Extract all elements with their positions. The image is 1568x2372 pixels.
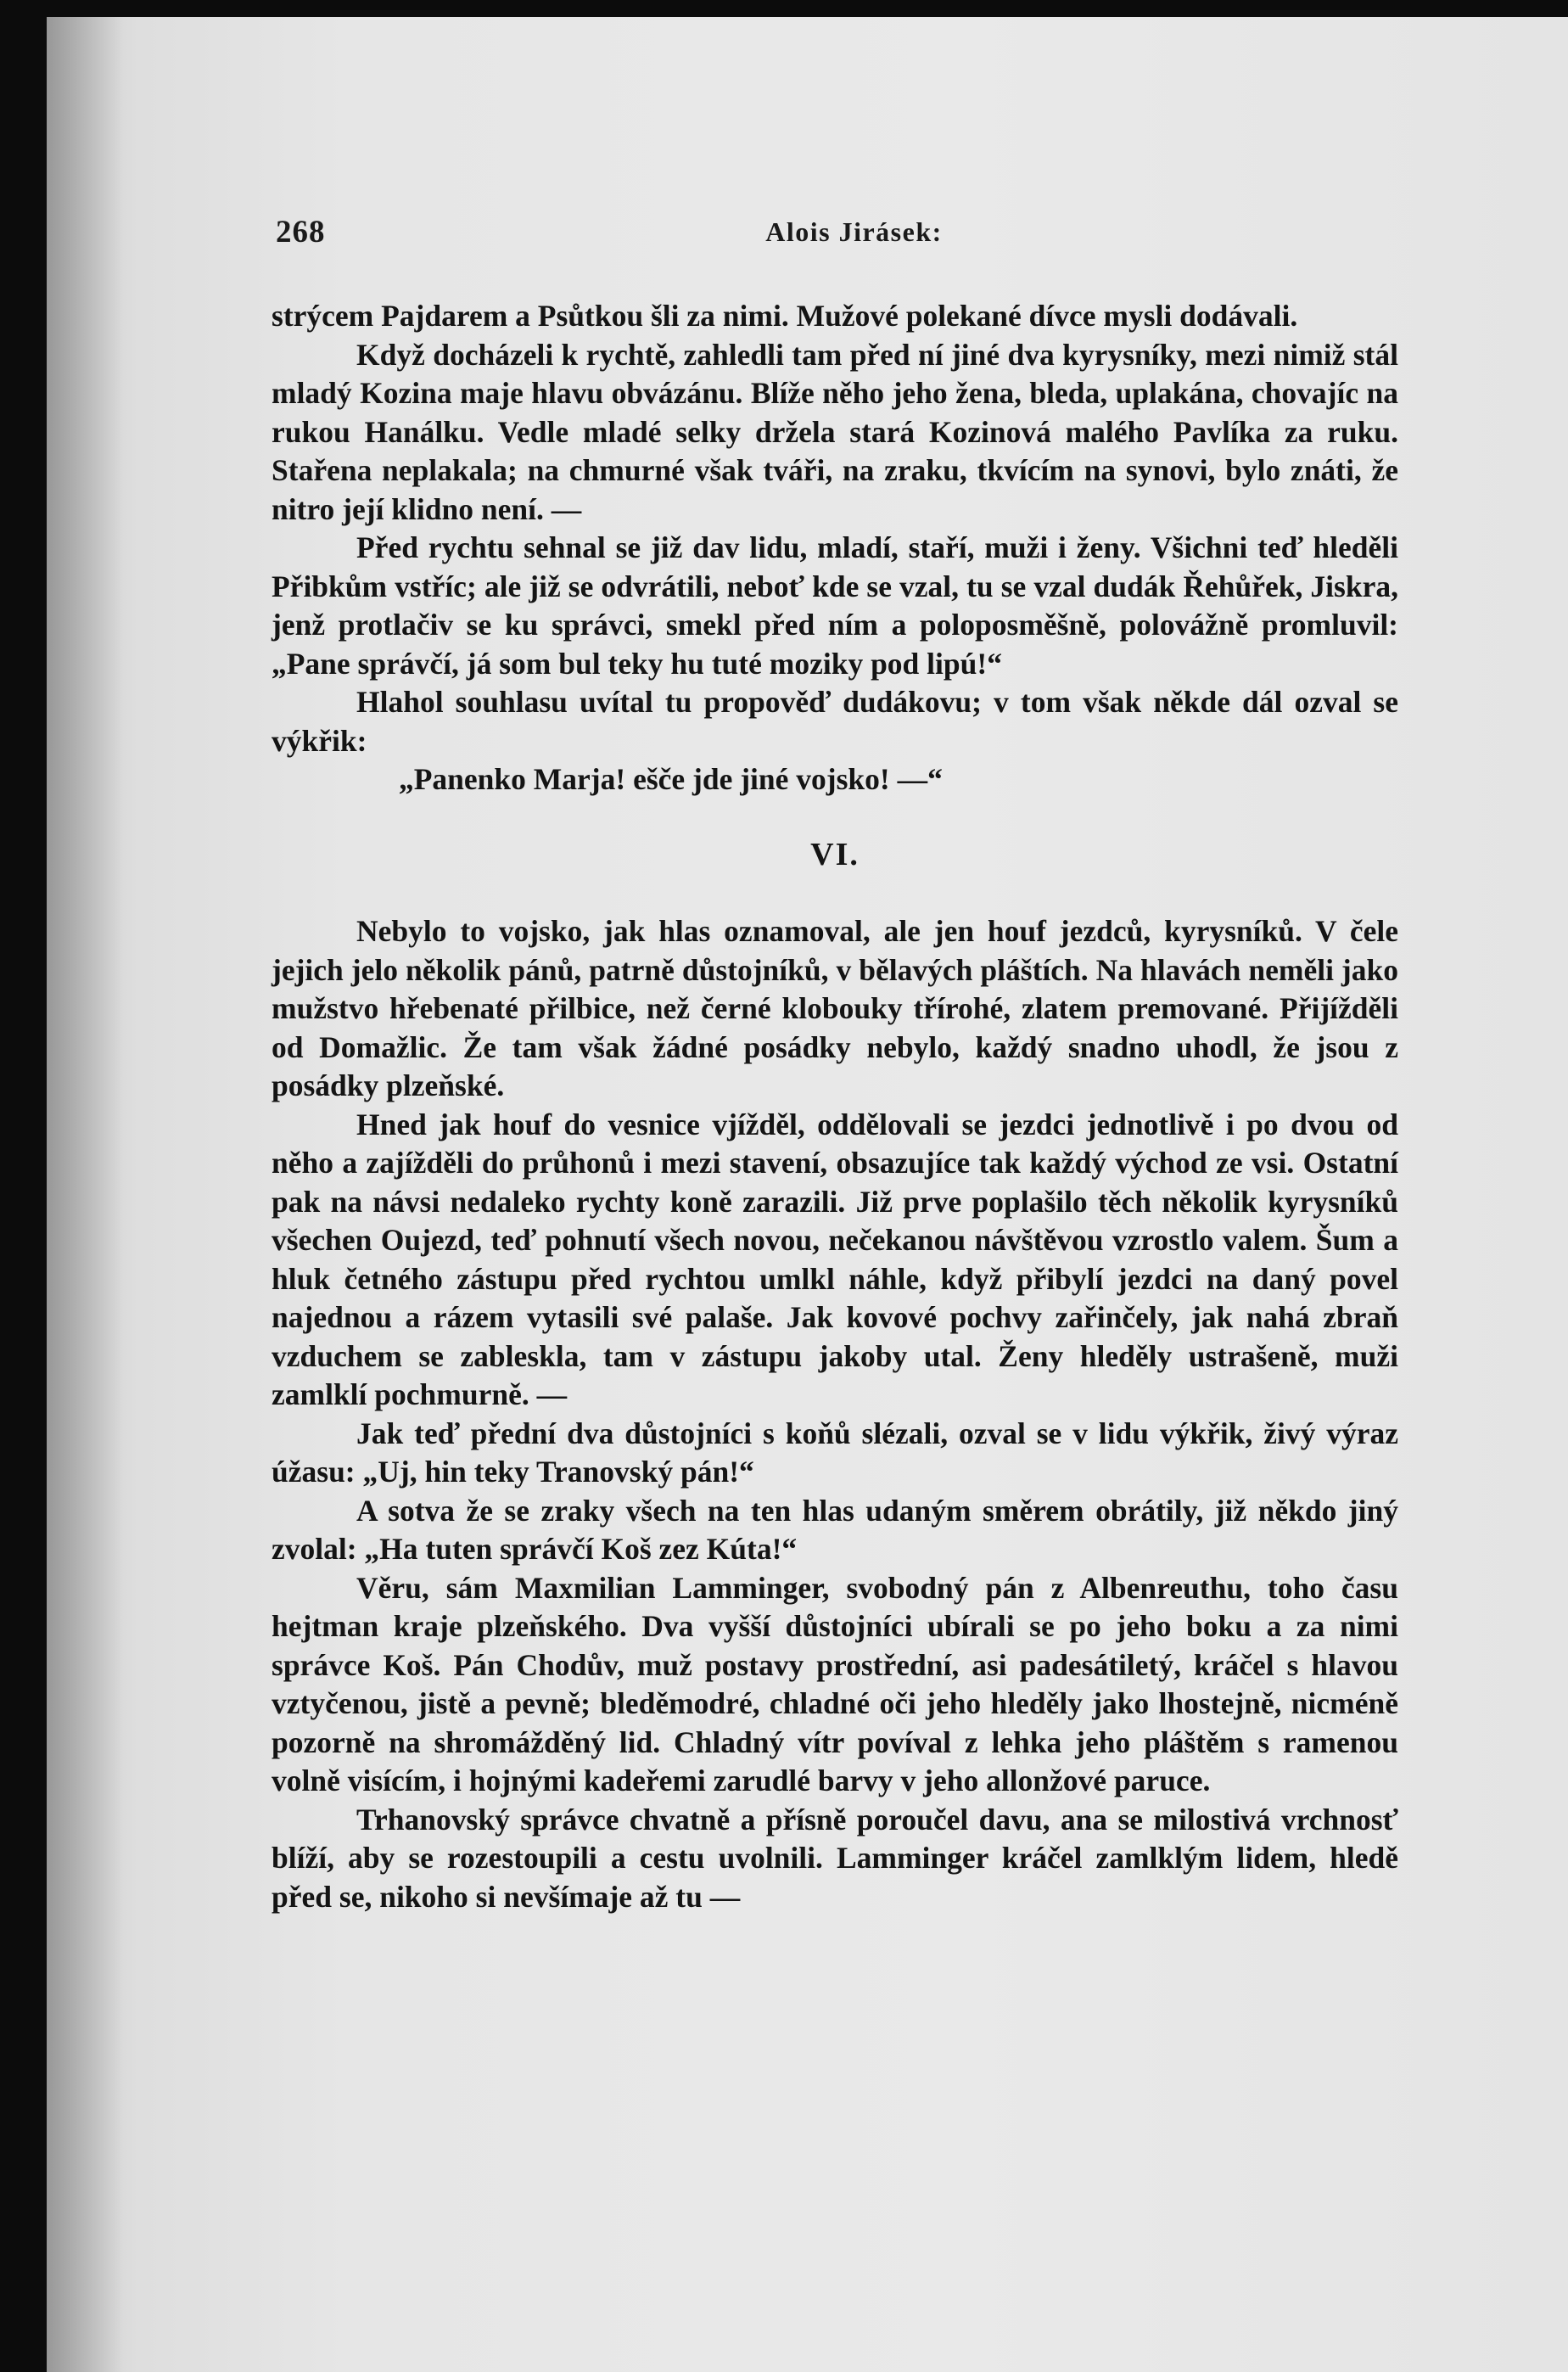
binding-shadow bbox=[47, 17, 123, 2372]
paragraph: Před rychtu sehnal se již dav lidu, mladí, staří, muži i ženy. Všichni teď hleděli Přibkům vstříc; ale již se odvrátili, neboť kde se vzal, tu se vzal dudák Řehůřek, Jiskra, jenž protlačiv se ku správci, smekl před ním a poloposměšně, polovážně promluvil: „Pane správčí, já som bul teky hu tuté moziky pod lipú!“ bbox=[272, 530, 1398, 681]
paragraph: Jak teď přední dva důstojníci s koňů slézali, ozval se v lidu výkřik, živý výraz úžasu: „Uj, hin teky Tranovský pán!“ bbox=[272, 1416, 1398, 1489]
paragraph: Hned jak houf do vesnice vjížděl, oddělovali se jezdci jednotlivě i po dvou od něho a zajížděli do průhonů i mezi stavení, obsazujíce tak každý východ ze vsi. Ostatní pak na návsi nedaleko rychty koně zarazili. Již prve poplašilo těch několik kyrysníků všechen Oujezd, teď pohnutí všech novou, nečekanou návštěvou vzrostlo valem. Šum a hluk četného zástupu před rychtou umlkl náhle, když přibylí jezdci na daný povel najednou a rázem vytasili své palaše. Jak kovové pochvy zařinčely, jak nahá zbraň vzduchem se zableskla, tam v zástupu jakoby utal. Ženy hleděly ustrašeně, muži zamlklí pochmurně. — bbox=[272, 1107, 1398, 1411]
paragraph: Nebylo to vojsko, jak hlas oznamoval, ale jen houf jezdců, kyrysníků. V čele jejich jelo několik pánů, patrně důstojníků, v bělavých pláštích. Na hlavách neměli jako mužstvo hřebenaté přilbice, než černé klobouky třírohé, zlatem premované. Přijížděli od Domažlic. Že tam však žádné posádky nebylo, každý snadno uhodl, že jsou z posádky plzeňské. bbox=[272, 914, 1398, 1102]
exclamation-line: „Panenko Marja! ešče jde jiné vojsko! —“ bbox=[399, 762, 943, 796]
page-number: 268 bbox=[276, 215, 326, 250]
chapter-heading: VI. bbox=[810, 836, 860, 872]
paragraph: Hlahol souhlasu uvítal tu propověď dudákovu; v tom však někde dál ozval se výkřik: bbox=[272, 685, 1398, 758]
paragraph: Když docházeli k rychtě, zahledli tam před ní jiné dva kyrysníky, mezi nimiž stál mladý Kozina maje hlavu obvázánu. Blíže něho jeho žena, bleda, uplakána, chovajíc na rukou Hanálku. Vedle mladé selky držela stará Kozinová malého Pavlíka za ruku. Stařena neplakala; na chmurné však tváři, na zraku, tkvícím na synovi, bylo znáti, že nitro její klidno není. — bbox=[272, 337, 1398, 526]
book-page bbox=[47, 17, 1568, 2372]
paragraph: Věru, sám Maxmilian Lamminger, svobodný pán z Albenreuthu, toho času hejtman kraje plzeňského. Dva vyšší důstojníci ubírali se po jeho boku a za nimi správce Koš. Pán Chodův, muž postavy prostřední, asi padesátiletý, kráčel s hlavou vztyčenou, jistě a pevně; bleděmodré, chladné oči jeho hleděly jako lhostejně, nicméně pozorně na shromážděný lid. Chladný vítr povíval z lehka jeho pláštěm s ramenou volně visícím, i hojnými kadeřemi zarudlé barvy v jeho allonžové paruce. bbox=[272, 1570, 1398, 1797]
running-head: Alois Jirásek: bbox=[765, 216, 943, 247]
paragraph-continuation: strýcem Pajdarem a Psůtkou šli za nimi. Mužové polekané dívce mysli dodávali. bbox=[272, 299, 1298, 333]
paragraph: Trhanovský správce chvatně a přísně poroučel davu, ana se milostivá vrchnosť blíží, aby se rozestoupili a cestu uvolnili. Lamminger kráčel zamlklým lidem, hledě před se, nikoho si nevšímaje až tu — bbox=[272, 1802, 1398, 1914]
page-header bbox=[276, 214, 1432, 255]
body-text bbox=[272, 297, 1398, 1916]
paragraph: A sotva že se zraky všech na ten hlas udaným směrem obrátily, již někdo jiný zvolal: „Ha tuten správčí Koš zez Kúta!“ bbox=[272, 1493, 1398, 1566]
